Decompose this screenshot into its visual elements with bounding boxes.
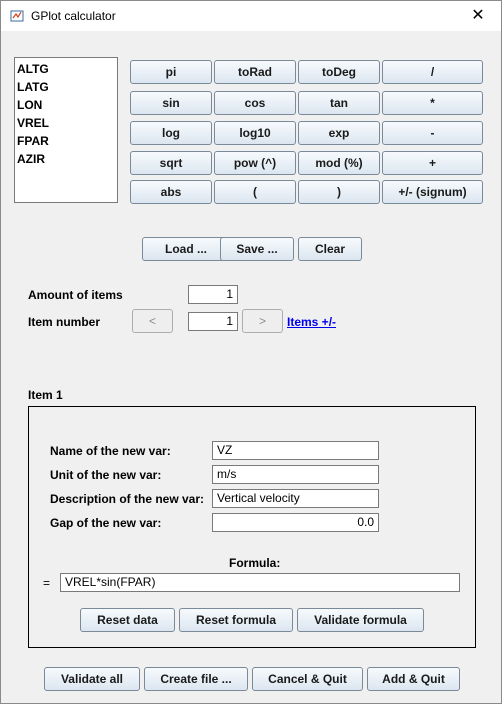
variable-item[interactable]: AZIR — [17, 152, 45, 166]
unit-label: Unit of the new var: — [50, 468, 162, 482]
items-plus-minus-link[interactable]: Items +/- — [287, 315, 337, 329]
variable-item[interactable]: LATG — [17, 80, 49, 94]
sqrt-button[interactable]: sqrt — [130, 151, 212, 175]
multiply-button[interactable]: * — [382, 91, 483, 115]
exp-button[interactable]: exp — [298, 121, 380, 145]
clear-button[interactable]: Clear — [298, 237, 362, 261]
unit-field[interactable]: m/s — [212, 465, 379, 484]
formula-label: Formula: — [229, 556, 281, 570]
reset-data-button[interactable]: Reset data — [80, 608, 175, 632]
equals-sign: = — [43, 576, 51, 590]
load-button[interactable]: Load ... — [142, 237, 230, 261]
gap-field[interactable]: 0.0 — [212, 513, 379, 532]
create-file-button[interactable]: Create file ... — [144, 667, 248, 691]
validate-formula-button[interactable]: Validate formula — [297, 608, 424, 632]
variable-item[interactable]: VREL — [17, 116, 50, 130]
window-title: GPlot calculator — [31, 9, 116, 23]
validate-all-button[interactable]: Validate all — [44, 667, 140, 691]
minus-button[interactable]: - — [382, 121, 483, 145]
item-number-field[interactable]: 1 — [188, 312, 238, 331]
reset-formula-button[interactable]: Reset formula — [179, 608, 293, 632]
log-button[interactable]: log — [130, 121, 212, 145]
amount-of-items-label: Amount of items — [28, 288, 123, 302]
sin-button[interactable]: sin — [130, 91, 212, 115]
description-label: Description of the new var: — [50, 492, 205, 506]
log10-button[interactable]: log10 — [214, 121, 296, 145]
amount-of-items-field[interactable]: 1 — [188, 285, 238, 304]
to-rad-button[interactable]: toRad — [214, 60, 296, 84]
variable-item[interactable]: ALTG — [17, 62, 49, 76]
description-field[interactable]: Vertical velocity — [212, 489, 379, 508]
app-icon — [10, 9, 24, 23]
open-paren-button[interactable]: ( — [214, 180, 296, 204]
next-item-button[interactable]: > — [242, 309, 283, 333]
mod-button[interactable]: mod (%) — [298, 151, 380, 175]
plus-button[interactable]: + — [382, 151, 483, 175]
gap-label: Gap of the new var: — [50, 516, 162, 530]
close-icon[interactable]: ✕ — [471, 7, 485, 24]
to-deg-button[interactable]: toDeg — [298, 60, 380, 84]
variable-item[interactable]: LON — [17, 98, 43, 112]
formula-field[interactable]: VREL*sin(FPAR) — [60, 573, 460, 592]
title-bar — [1, 1, 501, 31]
add-and-quit-button[interactable]: Add & Quit — [367, 667, 460, 691]
item-number-label: Item number — [28, 315, 101, 329]
abs-button[interactable]: abs — [130, 180, 212, 204]
signum-button[interactable]: +/- (signum) — [382, 180, 483, 204]
name-field[interactable]: VZ — [212, 441, 379, 460]
item-header: Item 1 — [28, 388, 63, 402]
save-button[interactable]: Save ... — [220, 237, 294, 261]
pow-button[interactable]: pow (^) — [214, 151, 296, 175]
name-label: Name of the new var: — [50, 444, 171, 458]
close-paren-button[interactable]: ) — [298, 180, 380, 204]
cos-button[interactable]: cos — [214, 91, 296, 115]
divide-button[interactable]: / — [382, 60, 483, 84]
cancel-and-quit-button[interactable]: Cancel & Quit — [252, 667, 363, 691]
pi-button[interactable]: pi — [130, 60, 212, 84]
previous-item-button[interactable]: < — [132, 309, 173, 333]
variable-list[interactable] — [14, 57, 118, 203]
tan-button[interactable]: tan — [298, 91, 380, 115]
variable-item[interactable]: FPAR — [17, 134, 49, 148]
